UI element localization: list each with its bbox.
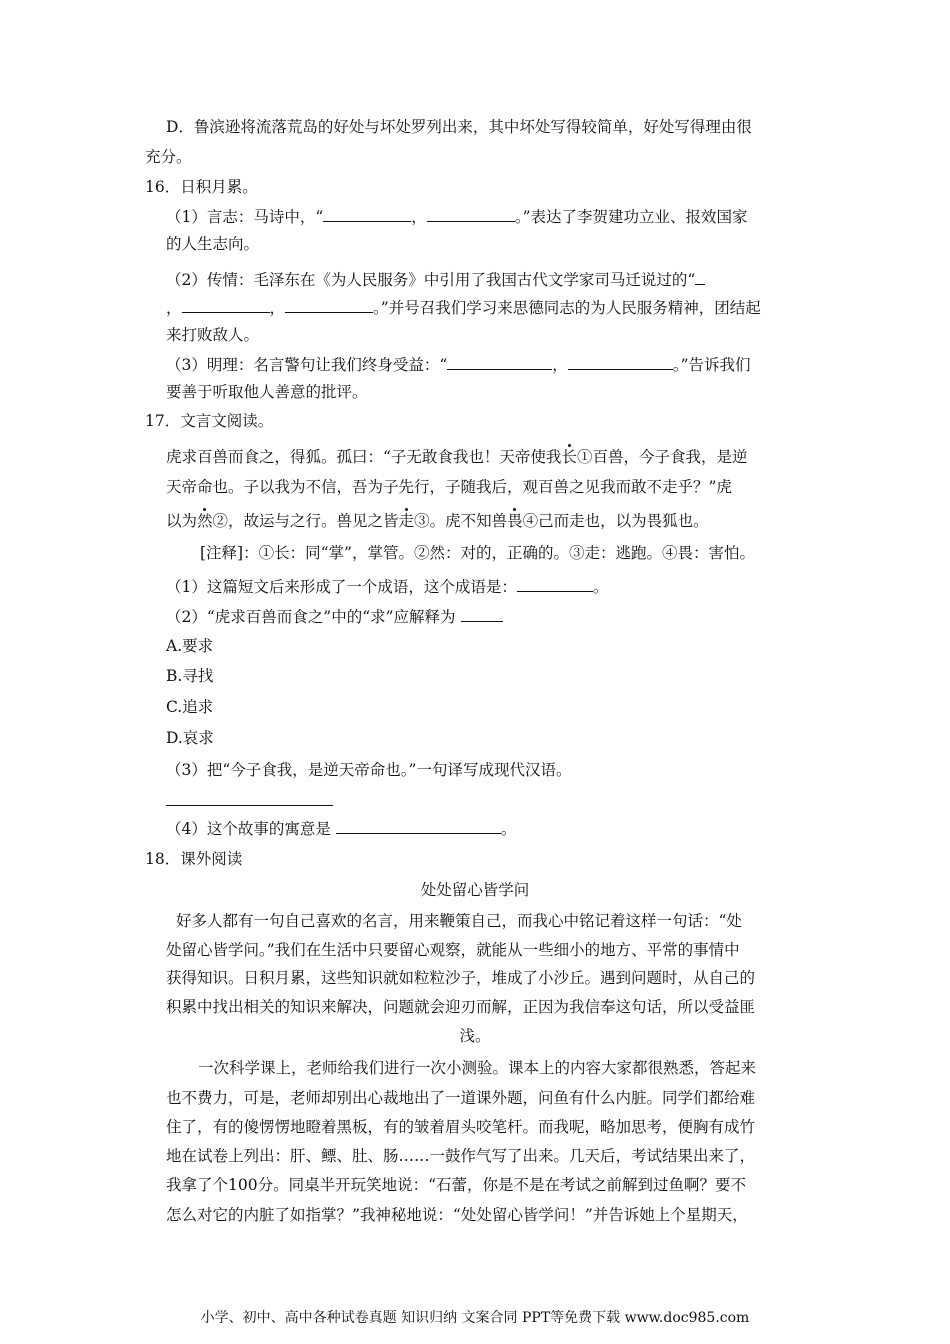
article-paragraph-line: 住了，有的傻愣愣地瞪着黑板，有的皱着眉头咬笔杆。而我呢，略加思考，便胸有成竹: [166, 1118, 756, 1136]
q17-passage-line: 天帝命也。子以我为不信，吾为子先行，子随我后，观百兽之见我而敢不走乎？”虎: [166, 478, 732, 496]
q17-sub2: （2）“虎求百兽而食之”中的“求”应解释为: [166, 606, 503, 627]
answer-blank[interactable]: [323, 206, 411, 222]
q16-part1: （1）言志：马诗中，“ ， 。”表达了李贺建功立业、报效国家: [166, 208, 748, 226]
q17-sub3: （3）把“今子食我，是逆天帝命也。”一句译写成现代汉语。: [166, 761, 572, 779]
q17-sub1: （1）这篇短文后来形成了一个成语，这个成语是： 。: [166, 578, 609, 596]
answer-blank[interactable]: [517, 576, 593, 592]
q16-part1-cont: 的人生志向。: [166, 235, 260, 253]
article-paragraph-line: 一次科学课上，老师给我们进行一次小测验。课本上的内容大家都很熟悉，答起来: [198, 1059, 757, 1077]
emphasis-char: 然: [197, 512, 213, 530]
article-paragraph-line: 积累中找出相关的知识来解决，问题就会迎刃而解，正因为我信奉这句话，所以受益匪: [166, 998, 756, 1016]
answer-blank[interactable]: [447, 354, 552, 370]
q16-part1-text: （1）言志：马诗中，“: [166, 208, 324, 226]
article-paragraph-line: 处留心皆学问。”我们在生活中只要留心观察，就能从一些细小的地方、平常的事情中: [166, 941, 740, 959]
emphasis-char: 畏: [507, 512, 523, 530]
emphasis-char: 走: [398, 512, 415, 530]
q17-option-d[interactable]: D.哀求: [166, 729, 214, 747]
answer-blank[interactable]: [461, 606, 503, 622]
q17-sub4: （4）这个故事的寓意是 。: [166, 820, 517, 838]
answer-blank[interactable]: [695, 269, 705, 285]
article-paragraph-line: 也不费力，可是，老师却别出心裁地出了一道课外题，问鱼有什么内脏。同学们都给难: [166, 1089, 756, 1107]
page-footer: 小学、初中、高中各种试卷真题 知识归纳 文案合同 PPT等免费下载 www.doc985.com: [200, 1310, 750, 1326]
q18-title: 18．课外阅读: [145, 850, 243, 868]
answer-line[interactable]: [166, 805, 333, 806]
q17-option-a[interactable]: A.要求: [166, 637, 214, 655]
answer-blank[interactable]: [285, 297, 373, 313]
answer-blank[interactable]: [182, 297, 270, 313]
q16-part3-cont: 要善于听取他人善意的批评。: [166, 383, 368, 401]
q16-part2-line2: ， ， 。”并号召我们学习来思德同志的为人民服务精神，团结起: [166, 299, 761, 317]
answer-blank[interactable]: [568, 354, 673, 370]
emphasis-char: 长: [561, 448, 577, 466]
q16-title: 16．日积月累。: [145, 178, 258, 196]
q16-part2-text: （2）传情：毛泽东在《为人民服务》中引用了我国古代文学家司马迁说过的“: [166, 271, 696, 289]
q16-part3: （3）明理：名言警句让我们终身受益：“ ， 。”告诉我们: [166, 356, 751, 374]
article-paragraph-line: 浅。: [459, 1027, 491, 1045]
article-paragraph-line: 地在试卷上列出：肝、鳔、肚、肠……一鼓作气写了出来。几天后，考试结果出来了，: [166, 1147, 756, 1165]
q15-option-d-cont: 充分。: [145, 148, 192, 166]
q17-option-c[interactable]: C.追求: [166, 698, 214, 716]
q16-part2: [166, 269, 705, 290]
article-paragraph-line: 我拿了个100分。同桌半开玩笑地说：“石蕾，你是不是在考试之前解到过鱼啊？要不: [166, 1176, 747, 1194]
answer-blank[interactable]: [427, 206, 515, 222]
q17-passage-line: 虎求百兽而食之，得狐。孤曰：“子无敢食我也！天帝使我长①百兽，今子食我，是逆: [166, 448, 748, 466]
article-title: 处处留心皆学问: [420, 881, 530, 899]
q17-note: [注释]：①长：同“掌”，掌管。②然：对的，正确的。③走：逃跑。④畏：害怕。: [200, 544, 755, 562]
article-paragraph-line: 获得知识。日积月累，这些知识就如粒粒沙子，堆成了小沙丘。遇到问题时，从自己的: [166, 969, 756, 987]
q15-option-d: D．鲁滨逊将流落荒岛的好处与坏处罗列出来，其中坏处写得较简单，好处写得理由很: [166, 118, 752, 136]
q17-passage-line: 以为然②，故运与之行。兽见之皆走③。虎不知兽畏④己而走也，以为畏狐也。: [166, 512, 709, 530]
q16-part2-cont: 来打败敌人。: [166, 326, 260, 344]
answer-blank[interactable]: [336, 818, 501, 834]
q17-title: 17．文言文阅读。: [145, 412, 274, 430]
q17-option-b[interactable]: B.寻找: [166, 667, 214, 685]
article-paragraph-line: 怎么对它的内脏了如指掌？”我神秘地说：“处处留心皆学问！”并告诉她上个星期天，: [166, 1206, 748, 1224]
article-paragraph-line: 好多人都有一句自己喜欢的名言，用来鞭策自己，而我心中铭记着这样一句话：“处: [176, 912, 742, 930]
